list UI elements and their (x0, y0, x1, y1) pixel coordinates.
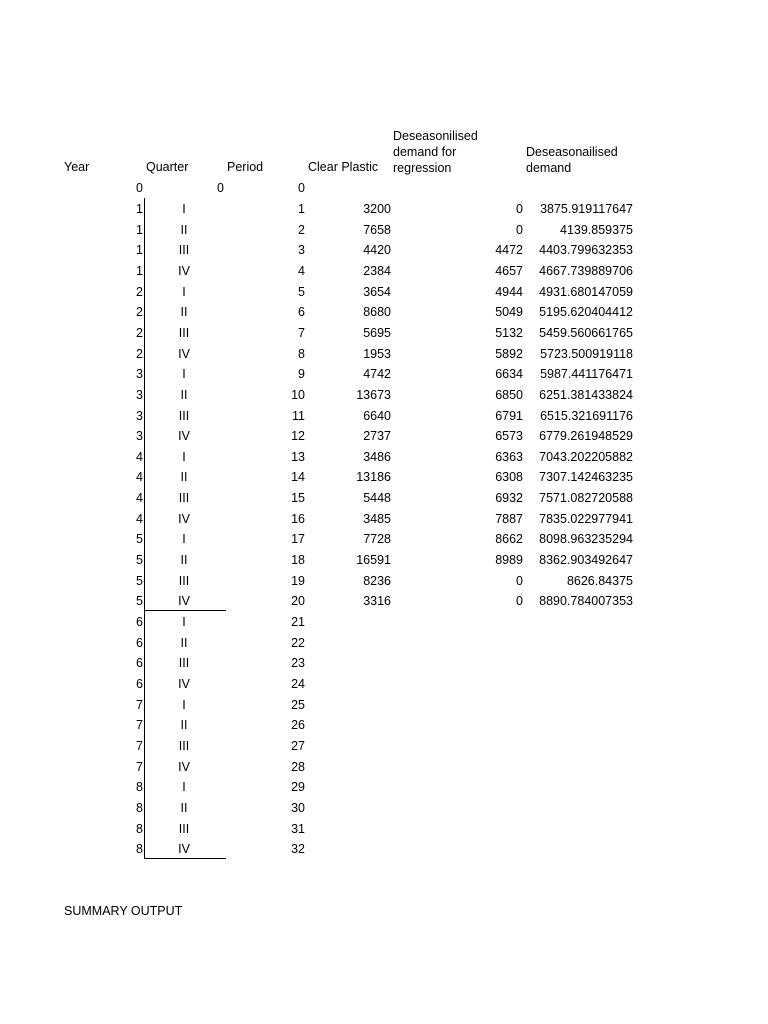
quarter-cell: I (182, 780, 186, 795)
regression-demand-cell: 6308 (495, 470, 523, 485)
quarter-cell: I (182, 615, 186, 629)
period-cell: 25 (291, 697, 305, 712)
table-row (0, 346, 768, 366)
period-cell: 4 (298, 263, 305, 278)
table-row (0, 366, 768, 386)
period-cell: 30 (291, 800, 305, 815)
regression-demand-cell: 6363 (495, 449, 523, 464)
clear-plastic-cell: 2737 (363, 429, 391, 444)
quarter-cell: II (180, 305, 188, 320)
deseasonalised-demand-cell: 4139.859375 (560, 222, 633, 237)
table-row (0, 304, 768, 324)
period-cell: 7 (298, 325, 305, 340)
deseasonalised-demand-cell: 7307.142463235 (539, 470, 633, 485)
quarter-cell: IV (178, 759, 190, 774)
table-row (0, 490, 768, 510)
table-row (0, 552, 768, 572)
quarter-cell: II (180, 387, 188, 402)
period-cell: 10 (291, 387, 305, 402)
year-cell: 1 (136, 263, 143, 278)
quarter-cell: I (182, 449, 186, 464)
clear-plastic-cell: 7658 (363, 222, 391, 237)
year-cell: 3 (136, 408, 143, 423)
clear-plastic-cell: 13186 (356, 470, 391, 485)
table-row (0, 593, 768, 613)
clear-plastic-cell: 5695 (363, 325, 391, 340)
quarter-divider-line (144, 610, 226, 611)
quarter-cell: III (178, 243, 190, 258)
header-deseasonalised-regression-line-2: demand for (393, 145, 457, 159)
period-cell: 31 (291, 821, 305, 836)
table-row (0, 800, 768, 820)
year-cell: 8 (136, 780, 143, 795)
year-cell: 2 (136, 325, 143, 340)
quarter-bottom-line (144, 858, 226, 859)
regression-demand-cell: 5132 (495, 325, 523, 340)
quarter-cell: III (178, 573, 190, 588)
year-cell: 2 (136, 284, 143, 299)
period-cell: 18 (291, 553, 305, 567)
period-cell: 24 (291, 677, 305, 691)
year-cell: 4 (136, 511, 143, 526)
regression-demand-cell: 5049 (495, 305, 523, 320)
regression-demand-cell: 0 (516, 573, 523, 588)
quarter-cell: III (178, 738, 190, 753)
year-cell: 1 (136, 222, 143, 237)
quarter-cell: I (182, 284, 186, 299)
deseasonalised-demand-cell: 5195.620404412 (539, 305, 633, 320)
quarter-cell: II (180, 800, 188, 815)
deseasonalised-demand-cell: 7043.202205882 (539, 449, 633, 464)
year-cell: 5 (136, 532, 143, 547)
period-cell: 14 (291, 470, 305, 485)
period-cell: 26 (291, 718, 305, 733)
quarter-cell: IV (178, 429, 190, 444)
header-period: Period (227, 160, 264, 174)
header-deseasonalised-regression-line-3: regression (393, 161, 452, 175)
clear-plastic-cell: 5448 (363, 491, 391, 506)
quarter-cell: IV (178, 263, 190, 278)
year-cell: 8 (136, 821, 143, 836)
quarter-cell: III (178, 491, 190, 506)
table-row (0, 222, 768, 242)
period-cell: 27 (291, 738, 305, 753)
clear-plastic-cell: 1953 (363, 346, 391, 361)
year-cell: 7 (136, 738, 143, 753)
quarter-cell: IV (178, 677, 190, 691)
regression-demand-cell: 6634 (495, 367, 523, 382)
header-quarter: Quarter (146, 160, 189, 174)
year-cell: 3 (136, 387, 143, 402)
initial-period: 0 (298, 181, 305, 195)
quarter-cell: IV (178, 842, 190, 857)
table-row (0, 738, 768, 758)
table-row (0, 841, 768, 861)
quarter-cell: III (178, 325, 190, 340)
year-cell: 7 (136, 759, 143, 774)
regression-demand-cell: 4472 (495, 243, 523, 258)
year-cell: 8 (136, 800, 143, 815)
deseasonalised-demand-cell: 5459.560661765 (539, 325, 633, 340)
regression-demand-cell: 0 (516, 202, 523, 216)
clear-plastic-cell: 3200 (363, 202, 391, 216)
table-row (0, 614, 768, 634)
period-cell: 8 (298, 346, 305, 361)
table-row (0, 531, 768, 551)
period-cell: 32 (291, 842, 305, 857)
regression-demand-cell: 0 (516, 594, 523, 609)
quarter-cell: I (182, 202, 186, 216)
clear-plastic-cell: 3316 (363, 594, 391, 609)
table-row (0, 697, 768, 717)
regression-demand-cell: 4657 (495, 263, 523, 278)
header-deseasonalised-demand-line-1: Deseasonailised (526, 145, 618, 159)
table-row (0, 469, 768, 489)
deseasonalised-demand-cell: 6251.381433824 (539, 387, 633, 402)
year-cell: 5 (136, 594, 143, 609)
table-row (0, 449, 768, 469)
clear-plastic-cell: 3654 (363, 284, 391, 299)
deseasonalised-demand-cell: 6779.261948529 (539, 429, 633, 444)
quarter-cell: I (182, 367, 186, 382)
year-cell: 5 (136, 573, 143, 588)
period-cell: 23 (291, 656, 305, 671)
year-cell: 1 (136, 202, 143, 216)
regression-demand-cell: 6932 (495, 491, 523, 506)
period-cell: 29 (291, 780, 305, 795)
table-row (0, 759, 768, 779)
regression-demand-cell: 0 (516, 222, 523, 237)
period-cell: 22 (291, 635, 305, 650)
table-row (0, 655, 768, 675)
period-cell: 5 (298, 284, 305, 299)
year-cell: 8 (136, 842, 143, 857)
quarter-cell: II (180, 222, 188, 237)
period-cell: 15 (291, 491, 305, 506)
clear-plastic-cell: 3485 (363, 511, 391, 526)
year-cell: 2 (136, 305, 143, 320)
deseasonalised-demand-cell: 6515.321691176 (540, 408, 633, 423)
table-row (0, 779, 768, 799)
period-cell: 3 (298, 243, 305, 258)
year-cell: 4 (136, 449, 143, 464)
summary-output-label: SUMMARY OUTPUT (64, 904, 183, 918)
quarter-left-border (144, 198, 145, 859)
quarter-cell: II (180, 718, 188, 733)
year-cell: 4 (136, 470, 143, 485)
period-cell: 20 (291, 594, 305, 609)
clear-plastic-cell: 4742 (363, 367, 391, 382)
deseasonalised-demand-cell: 8362.903492647 (539, 553, 633, 567)
table-row (0, 408, 768, 428)
deseasonalised-demand-cell: 4403.799632353 (539, 243, 633, 258)
table-row (0, 263, 768, 283)
table-row (0, 511, 768, 531)
deseasonalised-demand-cell: 5723.500919118 (540, 346, 633, 361)
year-cell: 3 (136, 367, 143, 382)
regression-demand-cell: 5892 (495, 346, 523, 361)
deseasonalised-demand-cell: 4931.680147059 (539, 284, 633, 299)
period-cell: 9 (298, 367, 305, 382)
period-cell: 28 (291, 759, 305, 774)
deseasonalised-demand-cell: 8890.784007353 (539, 594, 633, 609)
table-row (0, 635, 768, 655)
quarter-cell: III (178, 656, 190, 671)
clear-plastic-cell: 3486 (363, 449, 391, 464)
table-row (0, 325, 768, 345)
regression-demand-cell: 6791 (495, 408, 523, 423)
period-cell: 12 (291, 429, 305, 444)
clear-plastic-cell: 13673 (356, 387, 391, 402)
initial-quarter: 0 (217, 181, 224, 195)
period-cell: 21 (291, 615, 305, 629)
year-cell: 7 (136, 697, 143, 712)
regression-demand-cell: 4944 (495, 284, 523, 299)
header-deseasonalised-regression-line-1: Deseasonilised (393, 129, 478, 143)
clear-plastic-cell: 4420 (363, 243, 391, 258)
header-clear-plastic: Clear Plastic (308, 160, 379, 174)
regression-demand-cell: 8662 (495, 532, 523, 547)
clear-plastic-cell: 7728 (363, 532, 391, 547)
quarter-cell: IV (178, 346, 190, 361)
table-row (0, 428, 768, 448)
clear-plastic-cell: 16591 (356, 553, 391, 567)
header-year: Year (64, 160, 90, 174)
year-cell: 3 (136, 429, 143, 444)
year-cell: 6 (136, 635, 143, 650)
header-deseasonalised-demand (526, 144, 618, 176)
deseasonalised-demand-cell: 4667.739889706 (539, 263, 633, 278)
deseasonalised-demand-cell: 5987.441176471 (540, 367, 633, 382)
quarter-cell: II (180, 553, 188, 567)
year-cell: 4 (136, 491, 143, 506)
period-cell: 16 (291, 511, 305, 526)
table-row (0, 387, 768, 407)
quarter-cell: IV (178, 594, 190, 609)
period-cell: 2 (298, 222, 305, 237)
regression-demand-cell: 6573 (495, 429, 523, 444)
deseasonalised-demand-cell: 8098.963235294 (539, 532, 633, 547)
deseasonalised-demand-cell: 8626.84375 (566, 573, 633, 588)
quarter-cell: III (178, 821, 190, 836)
table-row (0, 242, 768, 262)
period-cell: 19 (291, 573, 305, 588)
regression-demand-cell: 6850 (495, 387, 523, 402)
quarter-cell: III (178, 408, 190, 423)
table-row (0, 201, 768, 221)
period-cell: 17 (291, 532, 305, 547)
year-cell: 5 (136, 553, 143, 567)
clear-plastic-cell: 2384 (363, 263, 391, 278)
header-deseasonalised-regression (393, 128, 478, 176)
deseasonalised-demand-cell: 7571.082720588 (539, 491, 633, 506)
regression-demand-cell: 7887 (495, 511, 523, 526)
year-cell: 2 (136, 346, 143, 361)
table-row (0, 573, 768, 593)
period-cell: 6 (298, 305, 305, 320)
deseasonalised-demand-cell: 7835.022977941 (539, 511, 633, 526)
quarter-cell: II (180, 635, 188, 650)
quarter-cell: I (182, 532, 186, 547)
table-row (0, 676, 768, 696)
year-cell: 1 (136, 243, 143, 258)
deseasonalised-demand-cell: 3875.919117647 (540, 202, 633, 216)
year-cell: 7 (136, 718, 143, 733)
clear-plastic-cell: 8680 (363, 305, 391, 320)
year-cell: 6 (136, 615, 143, 629)
quarter-cell: IV (178, 511, 190, 526)
year-cell: 6 (136, 677, 143, 691)
period-cell: 11 (292, 408, 305, 423)
period-cell: 1 (298, 202, 305, 216)
table-row (0, 717, 768, 737)
year-cell: 6 (136, 656, 143, 671)
table-row (0, 284, 768, 304)
clear-plastic-cell: 6640 (363, 408, 391, 423)
table-row (0, 821, 768, 841)
initial-year: 0 (136, 181, 143, 195)
period-cell: 13 (291, 449, 305, 464)
clear-plastic-cell: 8236 (363, 573, 391, 588)
header-deseasonalised-demand-line-2: demand (526, 161, 572, 175)
quarter-cell: II (180, 470, 188, 485)
quarter-cell: I (182, 697, 186, 712)
regression-demand-cell: 8989 (495, 553, 523, 567)
